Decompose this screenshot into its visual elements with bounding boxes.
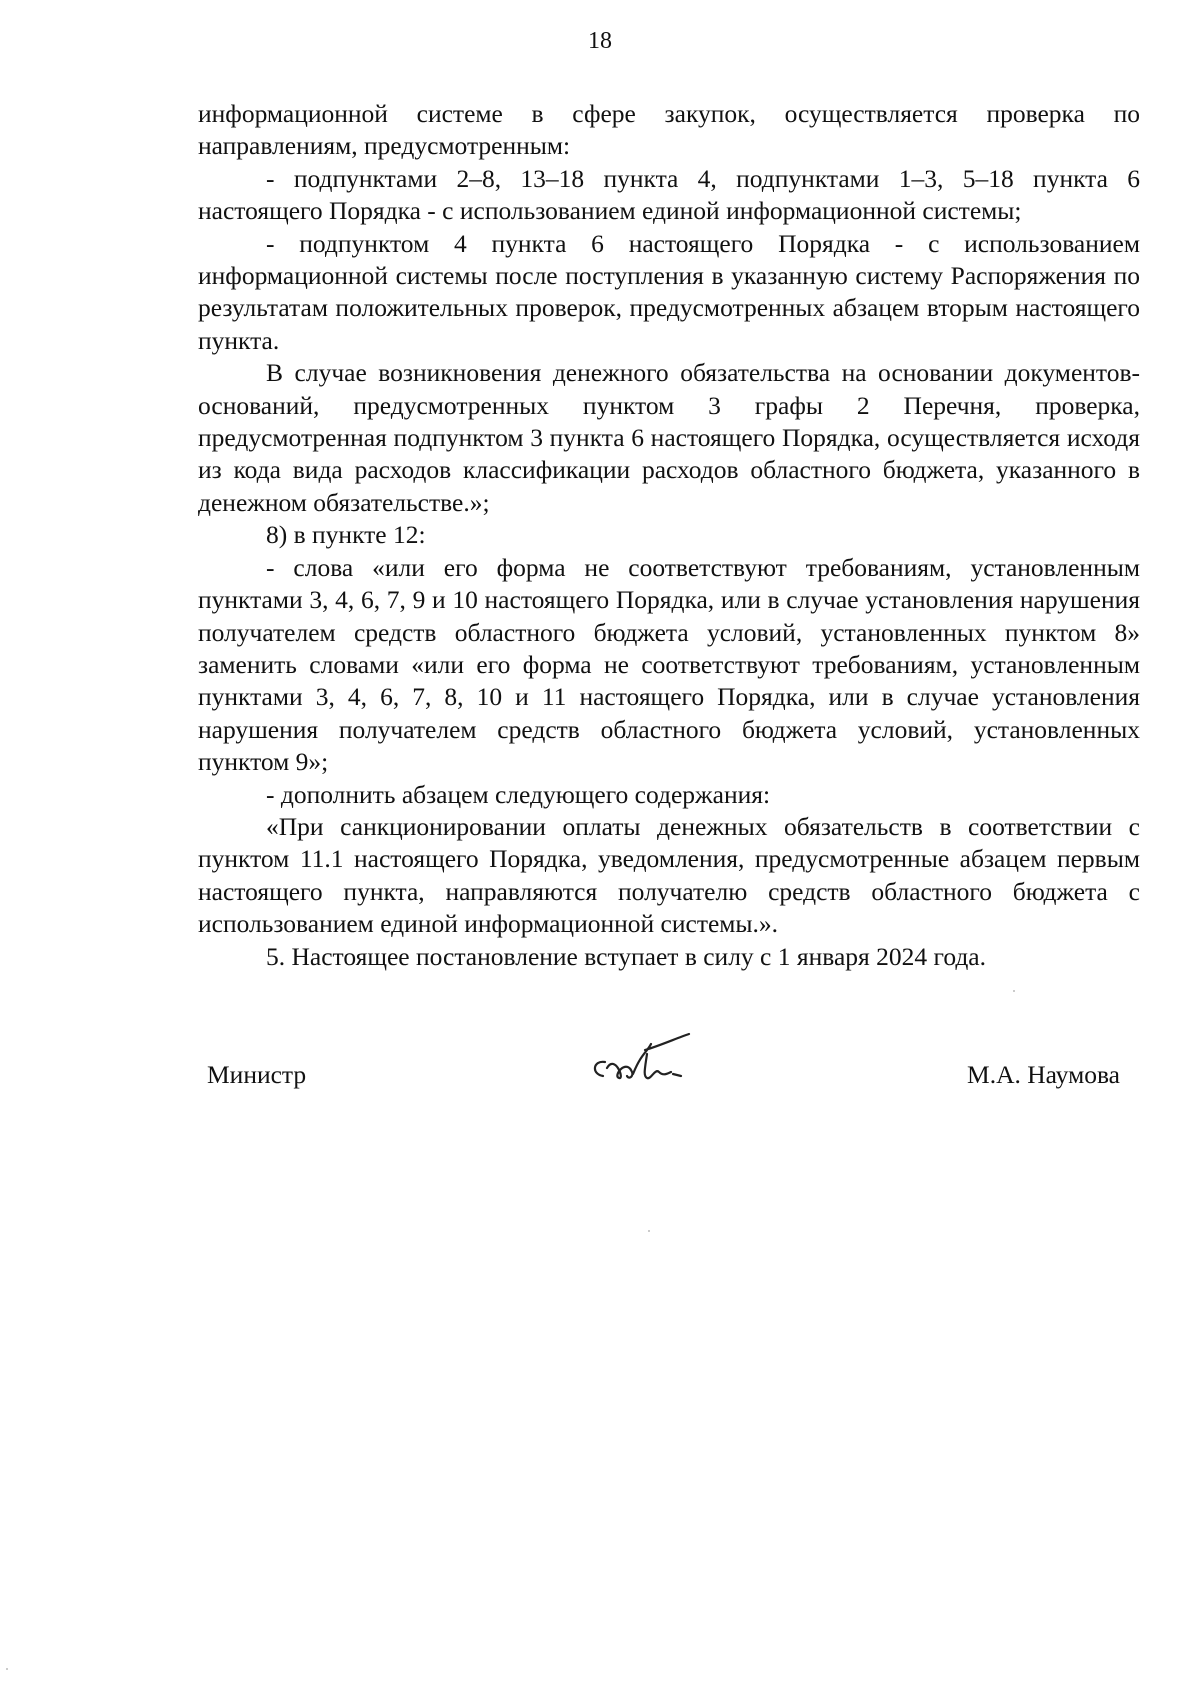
paragraph-effective-date: 5. Настоящее постановление вступает в силу с 1 января 2024 года. bbox=[266, 941, 987, 971]
signature-icon bbox=[585, 1024, 705, 1094]
page-number: 18 bbox=[588, 28, 612, 54]
document-body bbox=[198, 98, 1140, 973]
scan-speck bbox=[1013, 990, 1015, 992]
paragraph-subitem-4-info-system: - подпунктом 4 пункта 6 настоящего Порядка - с использованием информационной системы после поступления в указанную систему Распоряжения по результатам положительных проверок, предусмотренных абзацем вторым настоящего пункта. bbox=[198, 228, 1140, 355]
scan-speck bbox=[6, 1668, 8, 1670]
signatory-name: М.А. Наумова bbox=[967, 1060, 1120, 1089]
paragraph-quoted-addition: «При санкционировании оплаты денежных обязательств в соответствии с пунктом 11.1 настоящего Порядка, уведомления, предусмотренные абзацем первым настоящего пункта, направляются получателю средств областного бюджета с использованием единой информационной системы.». bbox=[198, 811, 1140, 939]
paragraph-monetary-obligation: В случае возникновения денежного обязательства на основании документов-оснований, предусмотренных пунктом 3 графы 2 Перечня, проверка, предусмотренная подпунктом 3 пункта 6 настоящего Порядка, осуществляется исходя из кода вида расходов классификации расходов областного бюджета, указанного в денежном обязательстве.»; bbox=[198, 358, 1140, 517]
scan-speck bbox=[648, 1230, 650, 1232]
signature-block bbox=[0, 1060, 1200, 1120]
paragraph-continuation: информационной системе в сфере закупок, осуществляется проверка по направлениям, предусмотренным: bbox=[198, 99, 1140, 161]
signatory-title: Министр bbox=[207, 1060, 307, 1089]
paragraph-add-abzac: - дополнить абзацем следующего содержания: bbox=[266, 779, 771, 809]
paragraph-subitems-unified-system: - подпунктами 2–8, 13–18 пункта 4, подпунктами 1–3, 5–18 пункта 6 настоящего Порядка - с использованием единой информационной системы; bbox=[198, 163, 1140, 226]
paragraph-item-8-point-12: 8) в пункте 12: bbox=[266, 520, 426, 550]
paragraph-replace-words: - слова «или его форма не соответствуют требованиям, установленным пунктами 3, 4, 6, 7, 9 и 10 настоящего Порядка, или в случае установления нарушения получателем средств областного бюджета условий, установленных пунктом 8» заменить словами «или его форма не соответствуют требованиям, установленным пунктами 3, 4, 6, 7, 8, 10 и 11 настоящего Порядка, или в случае установления нарушения получателем средств областного бюджета условий, установленных пунктом 9»; bbox=[198, 552, 1140, 777]
